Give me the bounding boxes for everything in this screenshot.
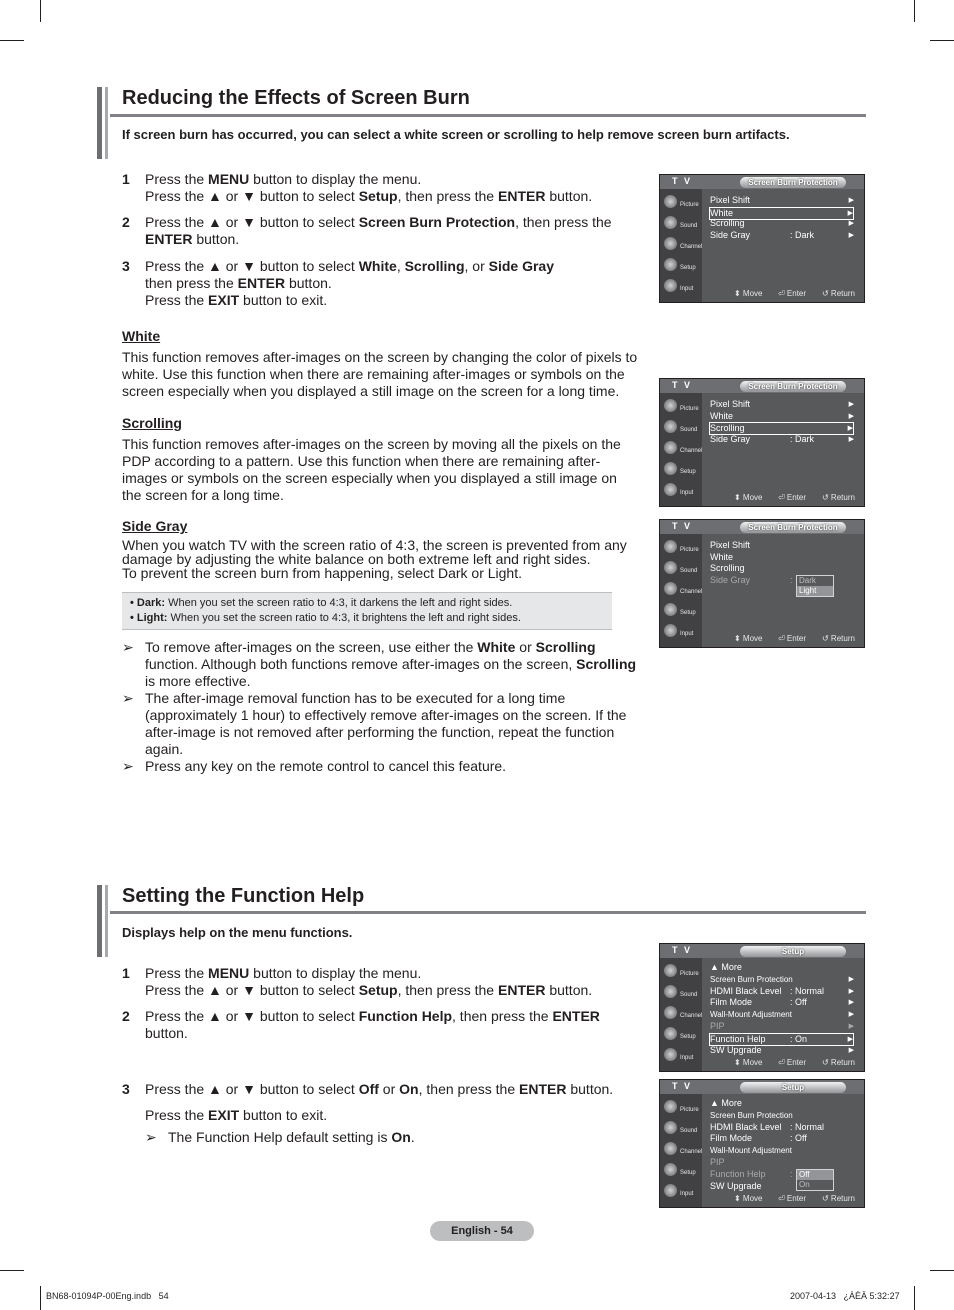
channel-icon [664, 582, 677, 595]
osd-side-label: Channel [680, 244, 703, 250]
sound-icon [664, 985, 677, 998]
osd-menu-title: Screen Burn Protection [740, 522, 846, 533]
osd-side-label: Input [680, 490, 694, 496]
osd-side-label: Channel [680, 589, 703, 595]
osd-item-label: Pixel Shift [710, 195, 751, 205]
picture-icon [664, 964, 677, 977]
osd-footer-move: ⬍ Move [734, 493, 763, 502]
osd-side-label: Picture [680, 1107, 699, 1113]
osd-item-label: Film Mode [710, 997, 753, 1008]
osd-item-label: SW Upgrade [710, 1180, 762, 1191]
osd-item-value: : [790, 574, 793, 585]
osd-menu-item[interactable] [710, 434, 854, 445]
osd-side-label: Sound [680, 1128, 698, 1134]
osd-footer-move: ⬍ Move [734, 289, 763, 298]
section-bar [105, 885, 108, 957]
osd-side-item-picture[interactable] [660, 962, 702, 982]
sound-icon [664, 216, 677, 229]
osd-side-menu [660, 189, 702, 302]
osd-side-item-sound[interactable] [660, 418, 702, 438]
osd-side-item-sound[interactable] [660, 1119, 702, 1139]
chevron-right-icon: ▶ [848, 401, 854, 408]
osd-item-label: Scrolling [710, 563, 745, 573]
input-icon [664, 279, 677, 292]
osd-side-label: Picture [680, 547, 699, 553]
osd-side-label: Setup [680, 1170, 696, 1176]
osd-menu-item[interactable] [710, 1145, 854, 1156]
osd-item-label: ▲ More [710, 962, 742, 972]
osd-side-item-sound[interactable] [660, 559, 702, 579]
osd-item-value: : Off [790, 1133, 807, 1144]
crop-mark [914, 1286, 915, 1310]
osd-side-label: Picture [680, 406, 699, 412]
picture-icon [664, 540, 677, 553]
osd-option-off[interactable]: Off [797, 1170, 833, 1180]
osd-item-label: Screen Burn Protection [710, 1110, 793, 1120]
note-2 [122, 690, 637, 758]
osd-item-label: Scrolling [710, 423, 745, 433]
subheading-side-gray: Side Gray [122, 518, 188, 534]
osd-menu-item[interactable] [710, 1122, 854, 1133]
note-arrow-icon: ➢ [122, 690, 134, 706]
osd-footer-move: ⬍ Move [734, 634, 763, 643]
osd-menu-item[interactable] [710, 552, 854, 563]
osd-item-label: Function Help [710, 1168, 766, 1179]
osd-menu-item[interactable] [710, 1098, 854, 1109]
print-date-info: 2007-04-13 ¿ÀÈÄ 5:32:27 [790, 1291, 900, 1301]
note-arrow-icon: ➢ [122, 639, 134, 655]
setup-icon [664, 1027, 677, 1040]
osd-item-value: : Dark [790, 433, 815, 444]
chevron-right-icon: ▶ [847, 1035, 853, 1043]
note-arrow-icon: ➢ [122, 758, 134, 774]
chevron-right-icon: ▶ [848, 435, 854, 443]
osd-tv-label: T V [672, 1081, 693, 1091]
osd-footer-move: ⬍ Move [734, 1194, 763, 1203]
osd-side-item-sound[interactable] [660, 983, 702, 1003]
osd-item-label: White [710, 207, 734, 218]
osd-side-item-setup[interactable] [660, 460, 702, 480]
chevron-right-icon: ▶ [848, 999, 854, 1007]
osd-item-label: Function Help [710, 1033, 766, 1044]
osd-side-item-channel[interactable] [660, 235, 702, 255]
paragraph-white: This function removes after-images on the screen by changing the color of pixels to white. Use this function when there are remaining after-images or symbols on the screen especially when you displayed a still image on the screen for a long time. [122, 349, 638, 399]
section-rule [110, 911, 866, 914]
osd-item-label: PIP [710, 1157, 725, 1167]
osd-side-item-picture[interactable] [660, 1098, 702, 1118]
osd-side-item-picture[interactable] [660, 193, 702, 213]
note-text: Press any key on the remote control to cancel this feature. [145, 758, 507, 774]
tv-osd-1 [659, 174, 865, 303]
sound-icon [664, 1121, 677, 1134]
note-3 [122, 758, 637, 775]
step-number: 3 [122, 1081, 130, 1097]
osd-item-label: White [710, 410, 734, 421]
osd-footer-enter: ⏎ Enter [778, 1194, 807, 1203]
note-default [145, 1129, 605, 1146]
chevron-right-icon: ▶ [848, 1011, 854, 1019]
osd-menu-item[interactable] [710, 399, 854, 410]
osd-footer-enter: ⏎ Enter [778, 493, 807, 502]
osd-side-label: Sound [680, 427, 698, 433]
crop-mark [40, 0, 41, 22]
osd-side-item-input[interactable] [660, 1182, 702, 1202]
step-text: Press the MENU button to display the menu. Press the ▲ or ▼ button to select Setup, then press the ENTER button. [145, 965, 593, 998]
osd-menu-item[interactable] [710, 1045, 854, 1056]
osd-top-bar [660, 520, 864, 534]
osd-tv-label: T V [672, 380, 693, 390]
step-text: Press the ▲ or ▼ button to select Off or On, then press the ENTER button. [145, 1081, 614, 1097]
osd-menu-item[interactable] [710, 997, 854, 1008]
osd-side-label: Picture [680, 971, 699, 977]
osd-item-label: PIP [710, 1021, 725, 1031]
osd-menu-item[interactable] [710, 1133, 854, 1144]
channel-icon [664, 237, 677, 250]
osd-side-item-input[interactable] [660, 481, 702, 501]
sound-icon [664, 561, 677, 574]
osd-menu-item[interactable] [710, 962, 854, 973]
crop-mark [930, 40, 954, 41]
input-icon [664, 483, 677, 496]
section-rule [110, 114, 866, 117]
chevron-right-icon: ▶ [848, 987, 854, 995]
exit-instruction [122, 1107, 642, 1124]
osd-option-on[interactable]: On [799, 1179, 810, 1189]
osd-side-label: Channel [680, 1013, 703, 1019]
osd-top-bar [660, 1080, 864, 1094]
channel-icon [664, 1006, 677, 1019]
step-number: 2 [122, 1008, 130, 1024]
osd-footer-return: ↺ Return [822, 634, 855, 643]
osd-item-value: : Dark [790, 229, 815, 240]
note-text: To remove after-images on the screen, use either the White or Scrolling function. Although both functions remove after-images on the screen, Scrolling is more effective. [145, 639, 637, 689]
setup-icon [664, 1163, 677, 1176]
step-1 [122, 171, 642, 205]
osd-side-item-input[interactable] [660, 277, 702, 297]
osd-side-label: Sound [680, 568, 698, 574]
osd-side-label: Channel [680, 1149, 703, 1155]
step-number: 1 [122, 965, 130, 981]
step-text: Press the EXIT button to exit. [145, 1107, 328, 1123]
osd-side-item-channel[interactable] [660, 439, 702, 459]
osd-tv-label: T V [672, 521, 693, 531]
osd-menu-title: Setup [740, 1082, 846, 1093]
step-number: 2 [122, 214, 130, 230]
subheading-white: White [122, 328, 161, 344]
osd-footer-return: ↺ Return [822, 1058, 855, 1067]
input-icon [664, 624, 677, 637]
osd-footer-return: ↺ Return [822, 1194, 855, 1203]
osd-item-label: Wall-Mount Adjustment [710, 1010, 792, 1020]
osd-side-label: Input [680, 1055, 694, 1061]
osd-item-label: Scrolling [710, 218, 745, 228]
osd-footer-enter: ⏎ Enter [778, 289, 807, 298]
osd-top-bar [660, 944, 864, 958]
chevron-right-icon: ▶ [848, 220, 854, 227]
note-arrow-icon: ➢ [145, 1129, 157, 1145]
osd-item-label: Pixel Shift [710, 399, 751, 409]
osd-footer-return: ↺ Return [822, 493, 855, 502]
osd-menu-item[interactable] [710, 974, 854, 985]
osd-menu-title: Setup [740, 946, 846, 957]
paragraph-side-gray [122, 538, 638, 580]
osd-menu-item[interactable] [710, 563, 854, 574]
osd-menu-item[interactable] [710, 195, 854, 206]
osd-side-item-input[interactable] [660, 622, 702, 642]
osd-footer [702, 1191, 864, 1207]
osd-menu-item[interactable] [710, 1157, 854, 1168]
info-dark: • Dark: When you set the screen ratio to 4:3, it darkens the left and right sides. [130, 597, 513, 609]
osd-footer [702, 286, 864, 302]
crop-mark [40, 1286, 41, 1310]
note-1 [122, 639, 637, 690]
tv-osd-5 [659, 1079, 865, 1208]
osd-side-item-channel[interactable] [660, 580, 702, 600]
osd-item-label: SW Upgrade [710, 1044, 762, 1055]
osd-menu-item[interactable] [710, 540, 854, 551]
osd-option-popup [796, 1169, 834, 1191]
osd-item-label: HDMI Black Level [710, 1121, 782, 1132]
input-icon [664, 1184, 677, 1197]
osd-item-value: : Off [790, 997, 807, 1008]
osd-footer-return: ↺ Return [822, 289, 855, 298]
chevron-right-icon: ▶ [848, 1046, 854, 1054]
paragraph-scrolling: This function removes after-images on the screen by moving all the pixels on the PDP according to a pattern. Use this function when there are remaining after-images or symbols on the screen especially when you displayed a still image on the screen for a long time. [122, 436, 621, 503]
step-3 [122, 258, 642, 309]
step-number: 1 [122, 171, 130, 187]
osd-footer [702, 631, 864, 647]
osd-tv-label: T V [672, 945, 693, 955]
osd-side-label: Sound [680, 223, 698, 229]
osd-side-item-setup[interactable] [660, 1161, 702, 1181]
osd-side-label: Setup [680, 1034, 696, 1040]
osd-menu-item[interactable] [710, 230, 854, 241]
page-number: English - 54 [430, 1221, 534, 1241]
setup-icon [664, 462, 677, 475]
step-number: 3 [122, 258, 130, 274]
osd-side-label: Input [680, 1191, 694, 1197]
osd-side-label: Setup [680, 469, 696, 475]
osd-option-light[interactable]: Light [797, 586, 833, 596]
osd-side-item-sound[interactable] [660, 214, 702, 234]
chevron-right-icon: ▶ [847, 425, 853, 432]
note-text: The after-image removal function has to be executed for a long time (approximately 1 hour) to effectively remove after-images on the screen. If the after-image is not removed after performing the function, repeat the function again. [145, 690, 627, 757]
osd-item-value: : Normal [790, 985, 825, 996]
crop-mark [930, 1270, 954, 1271]
crop-mark [914, 0, 915, 22]
osd-side-menu [660, 534, 702, 647]
osd-side-label: Picture [680, 202, 699, 208]
channel-icon [664, 1142, 677, 1155]
osd-footer-enter: ⏎ Enter [778, 634, 807, 643]
step-text: Press the ▲ or ▼ button to select Screen Burn Protection, then press the ENTER button. [145, 214, 612, 247]
section-bar [97, 885, 102, 957]
step-text: Press the MENU button to display the menu. Press the ▲ or ▼ button to select Setup, then press the ENTER button. [145, 171, 593, 204]
osd-side-item-channel[interactable] [660, 1004, 702, 1024]
tv-osd-4 [659, 943, 865, 1072]
step-3 [122, 1081, 642, 1098]
osd-item-value: : Normal [790, 1121, 825, 1132]
osd-menu-item[interactable] [710, 1021, 854, 1032]
section-title: Setting the Function Help [122, 885, 365, 907]
osd-item-label: Film Mode [710, 1133, 753, 1144]
osd-footer [702, 490, 864, 506]
section-title: Reducing the Effects of Screen Burn [122, 87, 470, 109]
osd-item-label: HDMI Black Level [710, 985, 782, 996]
side-gray-text-2: To prevent the screen burn from happening, select Dark or Light. [122, 565, 522, 581]
osd-side-menu [660, 958, 702, 1071]
print-file-info: BN68-01094P-00Eng.indb 54 [46, 1291, 169, 1301]
osd-item-label: Pixel Shift [710, 540, 751, 550]
osd-top-bar [660, 379, 864, 393]
osd-item-label: Screen Burn Protection [710, 974, 793, 984]
picture-icon [664, 1100, 677, 1113]
osd-menu-title: Screen Burn Protection [740, 381, 846, 392]
osd-menu-item[interactable] [710, 218, 854, 229]
osd-side-menu [660, 1094, 702, 1207]
osd-side-label: Input [680, 631, 694, 637]
osd-item-label: Side Gray [710, 229, 751, 240]
osd-item-label: ▲ More [710, 1098, 742, 1108]
osd-side-item-channel[interactable] [660, 1140, 702, 1160]
section-intro: If screen burn has occurred, you can select a white screen or scrolling to help remove screen burn artifacts. [122, 127, 790, 142]
tv-osd-2 [659, 378, 865, 507]
osd-side-item-input[interactable] [660, 1046, 702, 1066]
chevron-right-icon: ▶ [848, 975, 854, 983]
osd-side-label: Setup [680, 610, 696, 616]
osd-side-item-picture[interactable] [660, 538, 702, 558]
section-intro: Displays help on the menu functions. [122, 925, 353, 940]
info-light: • Light: When you set the screen ratio to 4:3, it brightens the left and right sides. [130, 612, 521, 624]
osd-tv-label: T V [672, 176, 693, 186]
input-icon [664, 1048, 677, 1061]
osd-option-popup [796, 575, 834, 597]
osd-item-value: : On [790, 1033, 808, 1044]
chevron-right-icon: ▶ [848, 231, 854, 239]
tv-osd-3 [659, 519, 865, 648]
osd-side-item-setup[interactable] [660, 601, 702, 621]
chevron-right-icon: ▶ [848, 197, 854, 204]
osd-top-bar [660, 175, 864, 189]
osd-item-label: Side Gray [710, 433, 751, 444]
osd-side-item-setup[interactable] [660, 1025, 702, 1045]
side-gray-text-1: When you watch TV with the screen ratio of 4:3, the screen is prevented from any damage by adjusting the white balance on both extreme left and right sides. [122, 537, 627, 567]
osd-footer-enter: ⏎ Enter [778, 1058, 807, 1067]
osd-side-item-setup[interactable] [660, 256, 702, 276]
crop-mark [0, 40, 24, 41]
osd-side-label: Setup [680, 265, 696, 271]
osd-side-label: Input [680, 286, 694, 292]
osd-side-label: Sound [680, 992, 698, 998]
osd-footer [702, 1055, 864, 1071]
step-text: Press the ▲ or ▼ button to select Function Help, then press the ENTER button. [145, 1008, 600, 1041]
step-text: Press the ▲ or ▼ button to select White, Scrolling, or Side Gray then press the ENTER button. Press the EXIT button to exit. [145, 258, 554, 308]
channel-icon [664, 441, 677, 454]
osd-item-label: White [710, 551, 734, 562]
sound-icon [664, 420, 677, 433]
section-bar [105, 87, 108, 159]
step-2 [122, 1008, 642, 1042]
osd-side-menu [660, 393, 702, 506]
chevron-right-icon: ▶ [848, 412, 854, 420]
osd-item-label: Side Gray [710, 574, 751, 585]
osd-menu-title: Screen Burn Protection [740, 177, 846, 188]
osd-menu-item[interactable] [710, 1009, 854, 1020]
step-1 [122, 965, 642, 999]
osd-item-label: Wall-Mount Adjustment [710, 1146, 792, 1156]
osd-side-label: Channel [680, 448, 703, 454]
osd-item-value: : [790, 1168, 793, 1179]
chevron-right-icon: ▶ [848, 1023, 854, 1030]
osd-option-dark[interactable]: Dark [799, 575, 816, 585]
picture-icon [664, 399, 677, 412]
osd-menu-item[interactable] [710, 411, 854, 422]
picture-icon [664, 195, 677, 208]
section-bar [97, 87, 102, 159]
note-text: The Function Help default setting is On. [168, 1129, 415, 1145]
subheading-scrolling: Scrolling [122, 415, 182, 431]
osd-menu-item[interactable] [710, 986, 854, 997]
osd-side-item-picture[interactable] [660, 397, 702, 417]
info-box [122, 592, 612, 630]
osd-footer-move: ⬍ Move [734, 1058, 763, 1067]
chevron-right-icon: ▶ [847, 209, 853, 217]
step-2 [122, 214, 642, 248]
crop-mark [0, 1270, 24, 1271]
setup-icon [664, 258, 677, 271]
setup-icon [664, 603, 677, 616]
osd-menu-item[interactable] [710, 1110, 854, 1121]
